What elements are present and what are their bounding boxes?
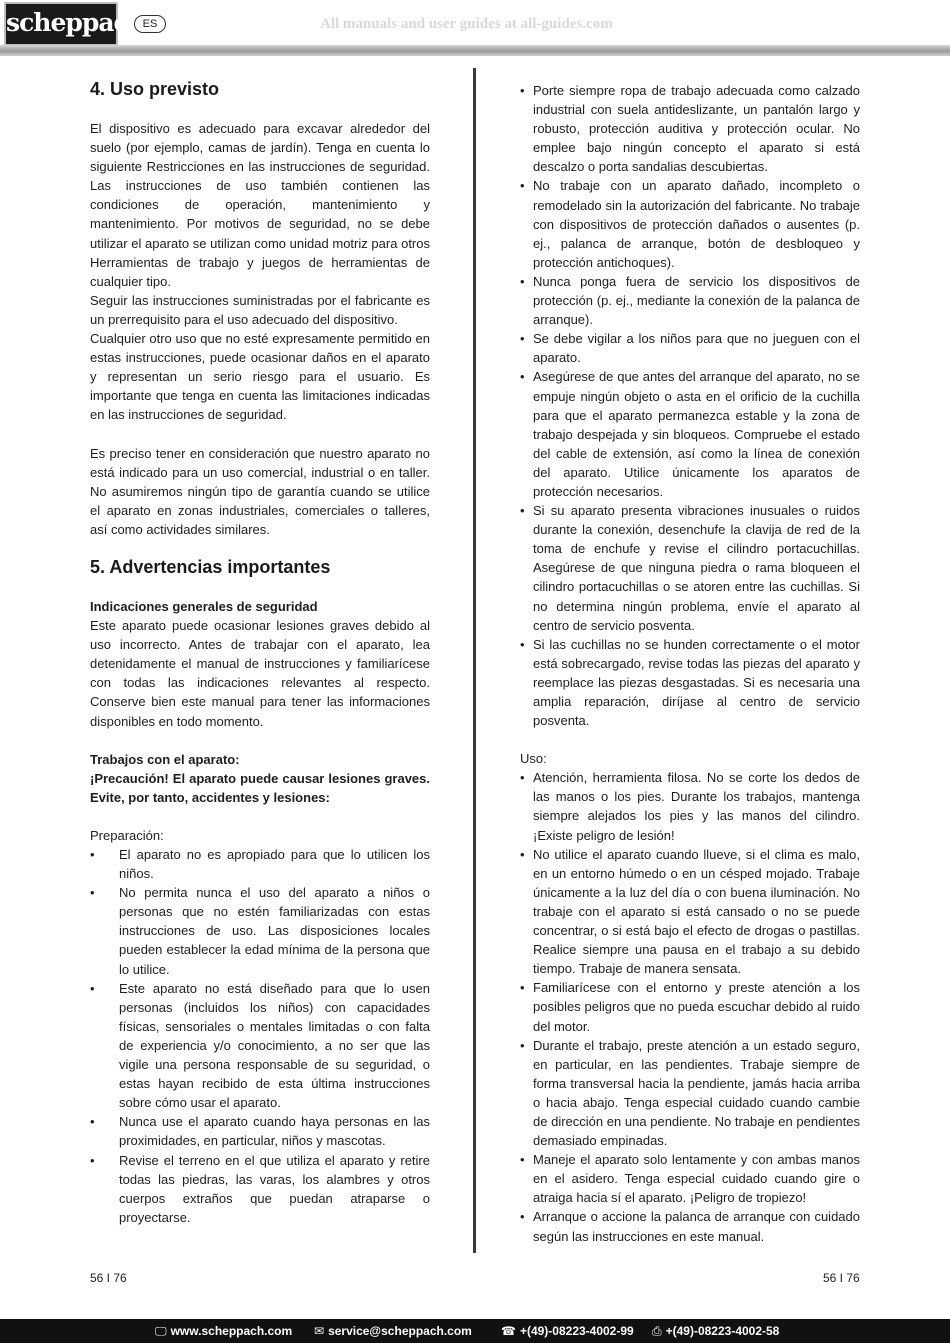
monitor-icon: 🖵 — [155, 1324, 167, 1338]
list-item: • Si las cuchillas no se hunden correctamente o el motor está sobrecargado, revise todas las piezas del aparato y reemplace las piezas desgastadas. Si es necesaria una amplia reparación, diríjase al centro de servicio posventa. — [520, 635, 860, 730]
list-item: • Familiarícese con el entorno y preste atención a los posibles peligros que no pueda escuchar debido al ruido del motor. — [520, 978, 860, 1035]
list-item: • No utilice el aparato cuando llueve, si el clima es malo, en un entorno húmedo o en un césped mojado. Trabaje únicamente a la luz del día o con buena iluminación. No trabaje con el aparato si está cansado o no se puede concentrar, o si está bajo el efecto de drogas o pastillas. Realice siempre una pausa en el trabajo a su debido tiempo. Trabaje de manera sensata. — [520, 845, 860, 979]
list-item: • No trabaje con un aparato dañado, incompleto o remodelado sin la autorización del fabricante. No trabaje con dispositivos de protección dañados o ausentes (p. ej., palanca de arranque, botón de desbloqueo y protección antichoques). — [520, 176, 860, 271]
language-badge: ES — [134, 15, 166, 33]
list-item: • No permita nunca el uso del aparato a niños o personas que no estén familiarizadas con estas instrucciones de uso. Las disposiciones locales pueden establecer la edad mínima de la persona que lo utilice. — [90, 883, 430, 978]
right-column — [520, 81, 860, 1246]
safety-list — [520, 81, 860, 730]
footer-fax-text: +(49)-08223-4002-58 — [665, 1324, 780, 1338]
header-band — [0, 45, 950, 56]
list-item: • Este aparato no está diseñado para que lo usen personas (incluidos los niños) con capacidades físicas, sensoriales o mentales limitadas o con falta de experiencia y/o conocimiento, a no ser que las vigile una persona responsable de su seguridad, o estas hayan recibido de esta última instrucciones sobre cómo usar el aparato. — [90, 979, 430, 1113]
footer-phone-text: +(49)-08223-4002-99 — [519, 1324, 634, 1338]
footer-web[interactable] — [155, 1324, 292, 1339]
envelope-icon: ✉ — [314, 1324, 325, 1338]
list-item: • Se debe vigilar a los niños para que no jueguen con el aparato. — [520, 329, 860, 367]
section-5-title: 5. Advertencias importantes — [90, 556, 331, 577]
column-divider — [473, 68, 476, 1253]
work-subheading: Trabajos con el aparato: — [90, 751, 240, 767]
list-item: • Nunca use el aparato cuando haya personas en las proximidades, en particular, niños y mascotas. — [90, 1112, 430, 1150]
phone-icon: ☎ — [501, 1324, 516, 1338]
use-list — [520, 768, 860, 1245]
fax-icon: ⎙ — [652, 1324, 662, 1338]
section-4-paragraph: Seguir las instrucciones suministradas por el fabricante es un prerrequisito para el uso adecuado del dispositivo. — [90, 292, 430, 327]
list-item: • Si su aparato presenta vibraciones inusuales o ruidos durante la conexión, desenchufe la clavija de red de la toma de enchufe y revise el cilindro portacuchillas. Asegúrese de que ninguna piedra o rama bloqueen el cilindro portacuchillas o se atoren entre las cuchillas. Si no determina ningún problema, envíe el aparato al centro de servicio posventa. — [520, 501, 860, 635]
work-warning: ¡Precaución! El aparato puede causar lesiones graves. Evite, por tanto, accidentes y lesiones: — [90, 770, 430, 805]
page-number-right: 56 I 76 — [823, 1271, 860, 1285]
list-item: • Arranque o accione la palanca de arranque con cuidado según las instrucciones en este manual. — [520, 1207, 860, 1245]
list-item: • El aparato no es apropiado para que lo utilicen los niños. — [90, 845, 430, 883]
list-item: • Nunca ponga fuera de servicio los dispositivos de protección (p. ej., mediante la conexión de la palanca de arranque). — [520, 272, 860, 329]
footer-phone — [501, 1324, 634, 1338]
preparation-label: Preparación: — [90, 827, 164, 843]
section-4-paragraph: El dispositivo es adecuado para excavar alrededor del suelo (por ejemplo, camas de jardín). Tenga en cuenta lo siguiente Restricciones en las instrucciones de seguridad. Las instrucciones de uso también contienen las condiciones de operación, mantenimiento y mantenimiento. Por motivos de seguridad, no se debe utilizar el aparato se utilizan como unidad motriz para otros Herramientas de trabajo y juegos de herramientas de cualquier tipo. — [90, 121, 430, 289]
list-item: • Atención, herramienta filosa. No se corte los dedos de las manos o los pies. Durante los trabajos, mantenga siempre alejados los pies y las manos del cilindro. ¡Existe peligro de lesión! — [520, 768, 860, 844]
list-item: • Asegúrese de que antes del arranque del aparato, no se empuje ningún objeto o asta en el orificio de la cuchilla para que el aparato permanezca estable y la zona de trabajo despejada y sin bloqueos. Compruebe el estado del cable de extensión, así como la línea de conexión del aparato. Utilice únicamente los aparatos de protección necesarios. — [520, 367, 860, 501]
section-4-title: 4. Uso previsto — [90, 79, 220, 99]
footer-fax — [652, 1324, 779, 1339]
use-label: Uso: — [520, 751, 547, 767]
safety-paragraph: Este aparato puede ocasionar lesiones graves debido al uso incorrecto. Antes de trabajar con el aparato, lea detenidamente el manual de instrucciones y familiarícese con todas las indicaciones relevantes al respecto. Conserve bien este manual para tener las informaciones disponibles en todo momento. — [90, 618, 430, 729]
footer-email[interactable] — [314, 1324, 472, 1338]
footer-web-text: www.scheppach.com — [170, 1324, 293, 1338]
list-item: • Durante el trabajo, preste atención a un estado seguro, en particular, en las pendientes. Trabaje siempre de forma transversal hacia la pendiente, jamás hacia arriba o hacia abajo. Tenga especial cuidado cuando cambie de dirección en una pendiente. No trabaje en pendientes demasiado empinadas. — [520, 1036, 860, 1151]
section-4-paragraph: Es preciso tener en consideración que nuestro aparato no está indicado para un uso comercial, industrial o en taller. No asumiremos ningún tipo de garantía cuando se utilice el aparato en zonas industriales, comerciales o talleres, así como actividades similares. — [90, 445, 430, 537]
footer-email-text: service@scheppach.com — [328, 1324, 472, 1338]
list-item: • Revise el terreno en el que utiliza el aparato y retire todas las piedras, las varas, los alambres y otros cuerpos extraños que puedan atraparse o proyectarse. — [90, 1151, 430, 1227]
watermark-text: All manuals and user guides at all-guides.com — [320, 16, 613, 32]
scheppach-logo: scheppach — [4, 2, 118, 46]
page-footer — [0, 1319, 950, 1343]
preparation-list — [90, 845, 430, 1227]
list-item: • Porte siempre ropa de trabajo adecuada como calzado industrial con suela antideslizante, un pantalón largo y robusto, protección auditiva y protección ocular. No emplee bajo ningún concepto el aparato si está descalzo o porta sandalias descubiertas. — [520, 81, 860, 176]
section-4-paragraph: Cualquier otro uso que no esté expresamente permitido en estas instrucciones, puede ocasionar daños en el aparato y representan un serio riesgo para el usuario. Es importante que tenga en cuenta las limitaciones indicadas en las instrucciones de seguridad. — [90, 331, 430, 423]
list-item: • Maneje el aparato solo lentamente y con ambas manos en el asidero. Tenga especial cuidado cuando gire o atraiga hacia sí el aparato. ¡Peligro de tropiezo! — [520, 1150, 860, 1207]
safety-subheading: Indicaciones generales de seguridad — [90, 598, 318, 614]
page-number-left: 56 I 76 — [90, 1271, 127, 1285]
left-column — [90, 78, 430, 1227]
